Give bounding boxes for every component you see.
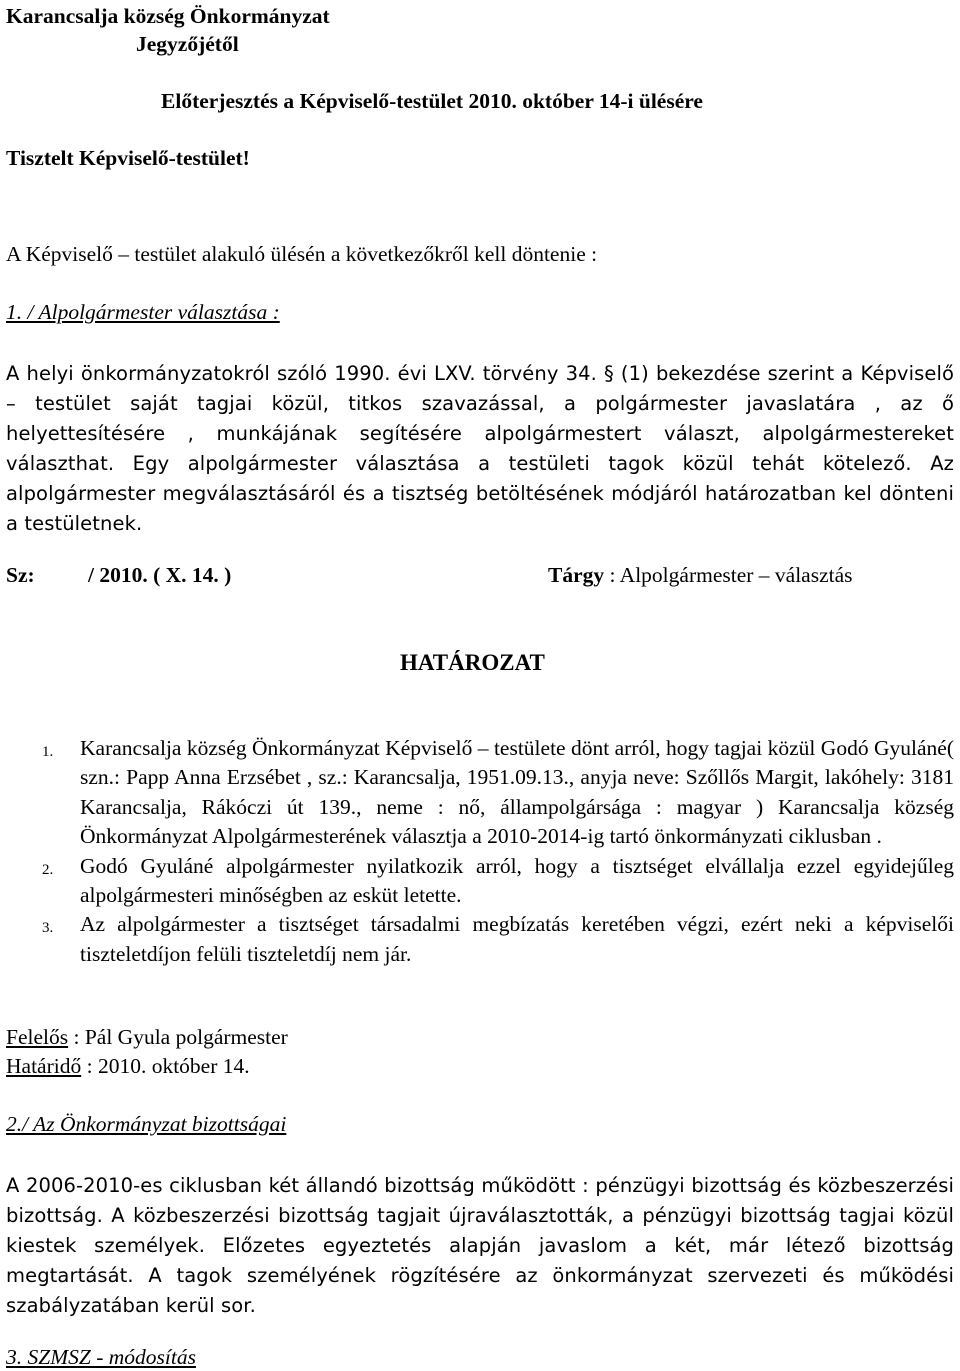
- deadline-value: : 2010. október 14.: [86, 1054, 250, 1078]
- item-number: 3.: [42, 920, 54, 937]
- intro-text: A Képviselő – testület alakuló ülésén a következőkről kell döntenie :: [6, 242, 598, 266]
- item-text: Az alpolgármester a tisztséget társadalmi megbízatás keretében végzi, ezért neki a képviselői tiszteletdíjon felüli tiszteletdíj nem jár.: [80, 912, 954, 966]
- responsible-value: : Pál Gyula polgármester: [73, 1025, 288, 1049]
- issuer: Jegyzőjétől: [136, 32, 239, 56]
- proposal-heading: Előterjesztés a Képviselő-testület 2010. október 14-i ülésére: [161, 89, 703, 113]
- reference-number-label: Sz:: [6, 563, 35, 587]
- subject-label: Tárgy: [548, 563, 605, 587]
- resolution-item: [0, 852, 954, 911]
- section-1-title: 1. / Alpolgármester választása :: [6, 300, 280, 324]
- item-number: 2.: [42, 861, 54, 878]
- org-name: Karancsalja község Önkormányzat: [6, 4, 330, 28]
- subject-value: : Alpolgármester – választás: [609, 563, 853, 587]
- item-text: Godó Gyuláné alpolgármester nyilatkozik arról, hogy a tisztséget elvállalja ezzel egyidejűleg alpolgármesteri minőségben az esküt letette.: [80, 853, 954, 908]
- reference-number: / 2010. ( X. 14. ): [88, 563, 232, 587]
- item-number: 1.: [42, 744, 54, 760]
- section-2-paragraph: A 2006-2010-es ciklusban két állandó bizottság működött : pénzügyi bizottság és közbeszerzési bizottság. A közbeszerzési bizottság tagjait újraválasztották, a pénzügyi bizottság tagjai közül kiestek személyek. Előzetes egyeztetés alapján javaslom a két, már létező bizottság megtartását. A tagok személyének rögzítésére az önkormányzat szervezeti és működési szabályzatában kerül sor.: [6, 1174, 954, 1317]
- deadline: [6, 1056, 250, 1078]
- responsible: [6, 1027, 288, 1049]
- section-1-paragraph: A helyi önkormányzatokról szóló 1990. évi LXV. törvény 34. § (1) bekezdése szerint a Képviselő – testület saját tagjai közül, titkos szavazással, a polgármester javaslatára , az ő helyettesítésére , munkájának segítésére alpolgármestert választ, alpolgármestereket választhat. Egy alpolgármester választása a testületi tagok közül tehát kötelező. Az alpolgármester megválasztásáról és a tisztség betöltésének módjáról határozatban kel dönteni a testületnek.: [6, 362, 954, 535]
- salutation: Tisztelt Képviselő-testület!: [6, 146, 250, 170]
- item-text: Karancsalja község Önkormányzat Képviselő – testülete dönt arról, hogy tagjai közül Godó Gyuláné( szn.: Papp Anna Erzsébet , sz.: Karancsalja, 1951.09.13., anyja neve: Szőllős Margit, lakóhely: 3181 Karancsalja, Rákóczi út 139., neme : nő, állampolgársága : magyar ) Karancsalja község Önkormányzat Alpolgármesterének választja a 2010-2014-ig tartó önkormányzati ciklusban .: [80, 736, 954, 849]
- responsible-label: Felelős: [6, 1025, 69, 1049]
- resolution-list: [0, 734, 954, 969]
- section-3-title: 3. SZMSZ - módosítás: [6, 1345, 196, 1369]
- deadline-label: Határidő: [6, 1054, 82, 1078]
- subject: [548, 565, 853, 587]
- resolution-item: [0, 734, 954, 852]
- section-2-title: 2./ Az Önkormányzat bizottságai: [6, 1112, 287, 1136]
- resolution-title: HATÁROZAT: [400, 650, 545, 675]
- resolution-item: [0, 910, 954, 969]
